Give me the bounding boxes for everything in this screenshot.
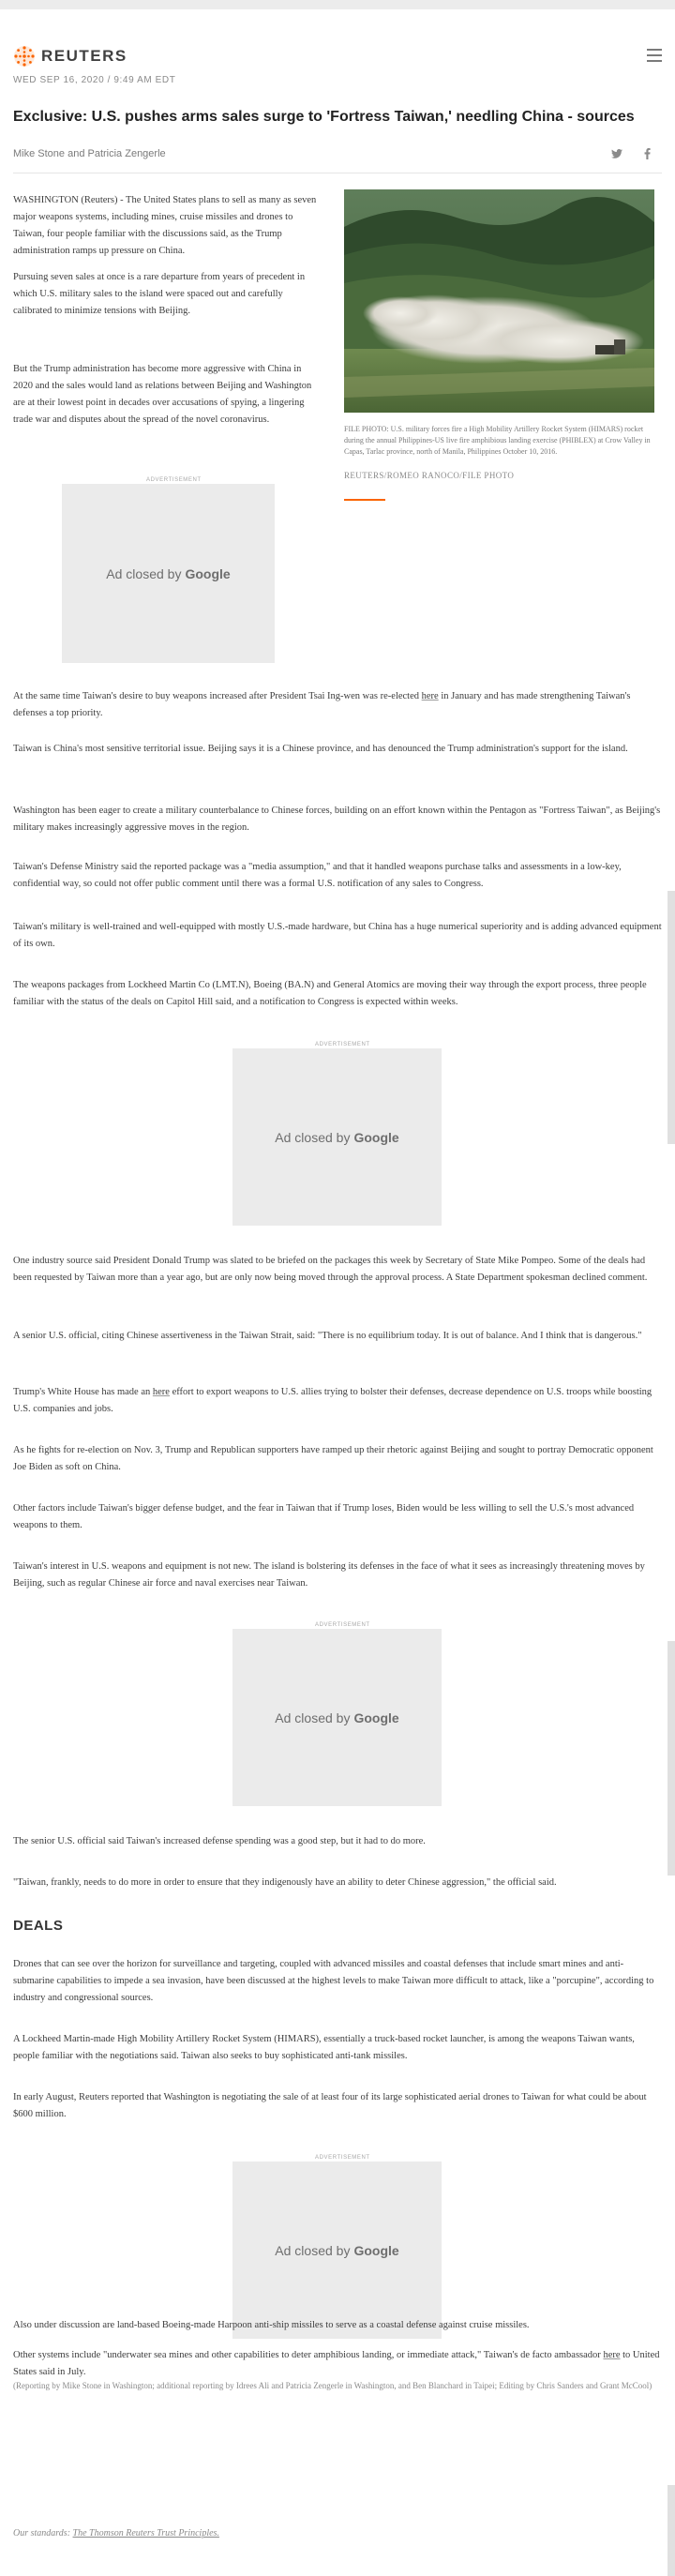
body-paragraph-1: At the same time Taiwan's desire to buy weapons increased after President Tsai Ing-wen was re-elected here in January and has made strengthening Taiwan's defenses a top priority. (13, 691, 631, 718)
body-paragraph-13: The senior U.S. official said Taiwan's increased defense spending was a good step, but it had to do more. (13, 1836, 426, 1846)
here-link[interactable]: here (152, 1387, 170, 1397)
reuters-wordmark: REUTERS (41, 47, 128, 65)
body-paragraph-18: Also under discussion are land-based Boeing-made Harpoon anti-ship missiles to serve as a coastal defense against cruise missiles. (13, 2320, 530, 2330)
lead-paragraph-2: Pursuing seven sales at once is a rare departure from years of precedent in which U.S. military sales to the island were spaced out and carefully calibrated to minimize tensions with Beijing. (13, 272, 306, 316)
body-paragraph-7: One industry source said President Donald Trump was slated to be briefed on the packages this week by Secretary of State Mike Pompeo. Some of the deals had been requested by Taiwan more than a year ago, but are only now being moved through the approval process. A State Department spokesman declined comment. (13, 1256, 648, 1283)
reuters-logo-mark-icon (13, 45, 36, 68)
hamburger-menu-icon[interactable] (647, 49, 662, 62)
scroll-indicator[interactable] (668, 1641, 675, 1876)
ad-label: ADVERTISEMENT (315, 1622, 370, 1628)
share-twitter-button[interactable] (606, 143, 628, 165)
body-paragraph-11: Other factors include Taiwan's bigger defense budget, and the fear in Taiwan that if Trump loses, Biden would be less willing to sell the U.S.'s most advanced weapons to them. (13, 1503, 635, 1530)
ad-closed-brand: Google (353, 1129, 399, 1145)
body-paragraph-4: Taiwan's Defense Ministry said the reported package was a "media assumption," and that it handled weapons purchase talks and assessments in a low-key, confidential way, so could not offer public comment until there was a formal U.S. notification of any sales to Congress. (13, 862, 622, 889)
body-paragraph-8: A senior U.S. official, citing Chinese assertiveness in the Taiwan Strait, said: "There is no equilibrium today. It is out of balance. And I think that is dangerous." (13, 1331, 642, 1341)
article-photo[interactable] (344, 189, 654, 413)
article-byline: Mike Stone and Patricia Zengerle (13, 148, 166, 159)
reuters-logo[interactable] (13, 45, 128, 68)
ad-closed-text: Ad closed by (275, 2242, 351, 2258)
closed-ad-slot[interactable] (62, 484, 275, 663)
ad-label: ADVERTISEMENT (315, 2155, 370, 2161)
here-link[interactable]: here (421, 691, 439, 701)
deals-section-heading: DEALS (13, 1918, 64, 1934)
body-paragraph-5: Taiwan's military is well-trained and well-equipped with mostly U.S.-made hardware, but China has a huge numerical superiority and is adding advanced equipment of its own. (13, 922, 662, 949)
ad-label: ADVERTISEMENT (315, 1042, 370, 1047)
closed-ad-slot[interactable] (232, 1629, 442, 1806)
body-paragraph-3: Washington has been eager to create a military counterbalance to Chinese forces, building on an effort known within the Pentagon as "Fortress Taiwan", as Beijing's military makes increasingly aggressive moves in the region. (13, 806, 661, 833)
lead-paragraph-3: But the Trump administration has become more aggressive with China in 2020 and the sales would land as relations between Beijing and Washington are at their lowest point in decades over accusations of spying, a lingering trade war and disputes about the spread of the novel coronavirus. (13, 364, 312, 425)
scroll-indicator[interactable] (668, 2485, 675, 2576)
ad-closed-brand: Google (185, 565, 231, 581)
article-dateline: WED SEP 16, 2020 / 9:49 AM EDT (13, 75, 176, 85)
body-paragraph-19: Other systems include "underwater sea mines and other capabilities to deter amphibious landing, or immediate attack," Taiwan's de facto ambassador here to United States said in July. (13, 2350, 660, 2377)
himars-rocket-launch-photo (344, 189, 654, 413)
body-paragraph-2: Taiwan is China's most sensitive territorial issue. Beijing says it is a Chinese province, and has denounced the Trump administration's support for the island. (13, 744, 628, 754)
body-paragraph-9: Trump's White House has made an here effort to export weapons to U.S. allies trying to bolster their defenses, decrease dependence on U.S. troops while boosting U.S. companies and jobs. (13, 1387, 652, 1414)
lead-paragraph-1: WASHINGTON (Reuters) - The United States plans to sell as many as seven major weapons systems, including mines, cruise missiles and drones to Taiwan, four people familiar with the discussions said, as the Trump administration ramps up pressure on China. (13, 195, 317, 256)
our-standards: Our standards: The Thomson Reuters Trust Principles. (13, 2528, 219, 2538)
closed-ad-slot[interactable] (232, 2162, 442, 2339)
body-paragraph-17: In early August, Reuters reported that Washington is negotiating the sale of at least four of its large sophisticated aerial drones to Taiwan for what could be about $600 million. (13, 2092, 647, 2119)
body-paragraph-12: Taiwan's interest in U.S. weapons and equipment is not new. The island is bolstering its defenses in the face of what it sees as increasingly threatening moves by Beijing, such as regular Chinese air force and naval exercises near Taiwan. (13, 1561, 645, 1589)
body-paragraph-16: A Lockheed Martin-made High Mobility Artillery Rocket System (HIMARS), essentially a truck-based rocket launcher, is among the weapons Taiwan wants, people familiar with the negotiations said. Taiwan also seeks to buy sophisticated anti-tank missiles. (13, 2034, 635, 2061)
body-paragraph-10: As he fights for re-election on Nov. 3, Trump and Republican supporters have ramped up their rhetoric against Beijing and sought to portray Democratic opponent Joe Biden as soft on China. (13, 1445, 653, 1472)
scroll-indicator[interactable] (668, 891, 675, 1144)
body-paragraph-6: The weapons packages from Lockheed Martin Co (LMT.N), Boeing (BA.N) and General Atomics are moving their way through the export process, three people familiar with the status of the deals on Capitol Hill said, and a notification to Congress is expected within weeks. (13, 980, 647, 1007)
article-headline: Exclusive: U.S. pushes arms sales surge to 'Fortress Taiwan,' needling China - sources (13, 109, 635, 125)
closed-ad-slot[interactable] (232, 1048, 442, 1226)
body-paragraph-14: "Taiwan, frankly, needs to do more in order to ensure that they indigenously have an ability to deter Chinese aggression," the official said. (13, 1877, 557, 1888)
top-status-strip (0, 0, 675, 9)
facebook-icon (644, 148, 651, 159)
site-header (0, 9, 675, 84)
photo-caption: FILE PHOTO: U.S. military forces fire a High Mobility Artillery Rocket System (HIMARS) rocket during the annual Philippines-US live fire amphibious landing exercise (PHIBLEX) at Crow Valley in Capas, Tarlac province, north of Manila, Philippines October 10, 2016. (344, 425, 651, 456)
accent-divider (344, 499, 385, 501)
ad-label: ADVERTISEMENT (146, 477, 202, 483)
photo-credit: REUTERS/ROMEO RANOCO/FILE PHOTO (344, 471, 515, 480)
ad-closed-brand: Google (353, 2242, 399, 2258)
ad-closed-text: Ad closed by (275, 1129, 351, 1145)
body-paragraph-15: Drones that can see over the horizon for surveillance and targeting, coupled with advanced missiles and coastal defenses that include smart mines and anti-submarine capabilities to impede a sea invasion, have been discussed at the highest levels to make Taiwan more difficult to attack, like a "porcupine", according to industry and congressional sources. (13, 1959, 654, 2003)
share-facebook-button[interactable] (636, 143, 658, 165)
trust-principles-link[interactable]: The Thomson Reuters Trust Principles. (72, 2528, 219, 2538)
ad-closed-brand: Google (353, 1710, 399, 1725)
ad-closed-text: Ad closed by (275, 1710, 351, 1725)
reporting-credits: (Reporting by Mike Stone in Washington; additional reporting by Idrees Ali and Patricia Zengerle in Washington, and Ben Blanchard in Taipei; Editing by Chris Sanders and Grant McCool) (13, 2381, 652, 2390)
twitter-icon (611, 149, 622, 158)
here-link[interactable]: here (603, 2350, 621, 2360)
ad-closed-text: Ad closed by (106, 565, 182, 581)
